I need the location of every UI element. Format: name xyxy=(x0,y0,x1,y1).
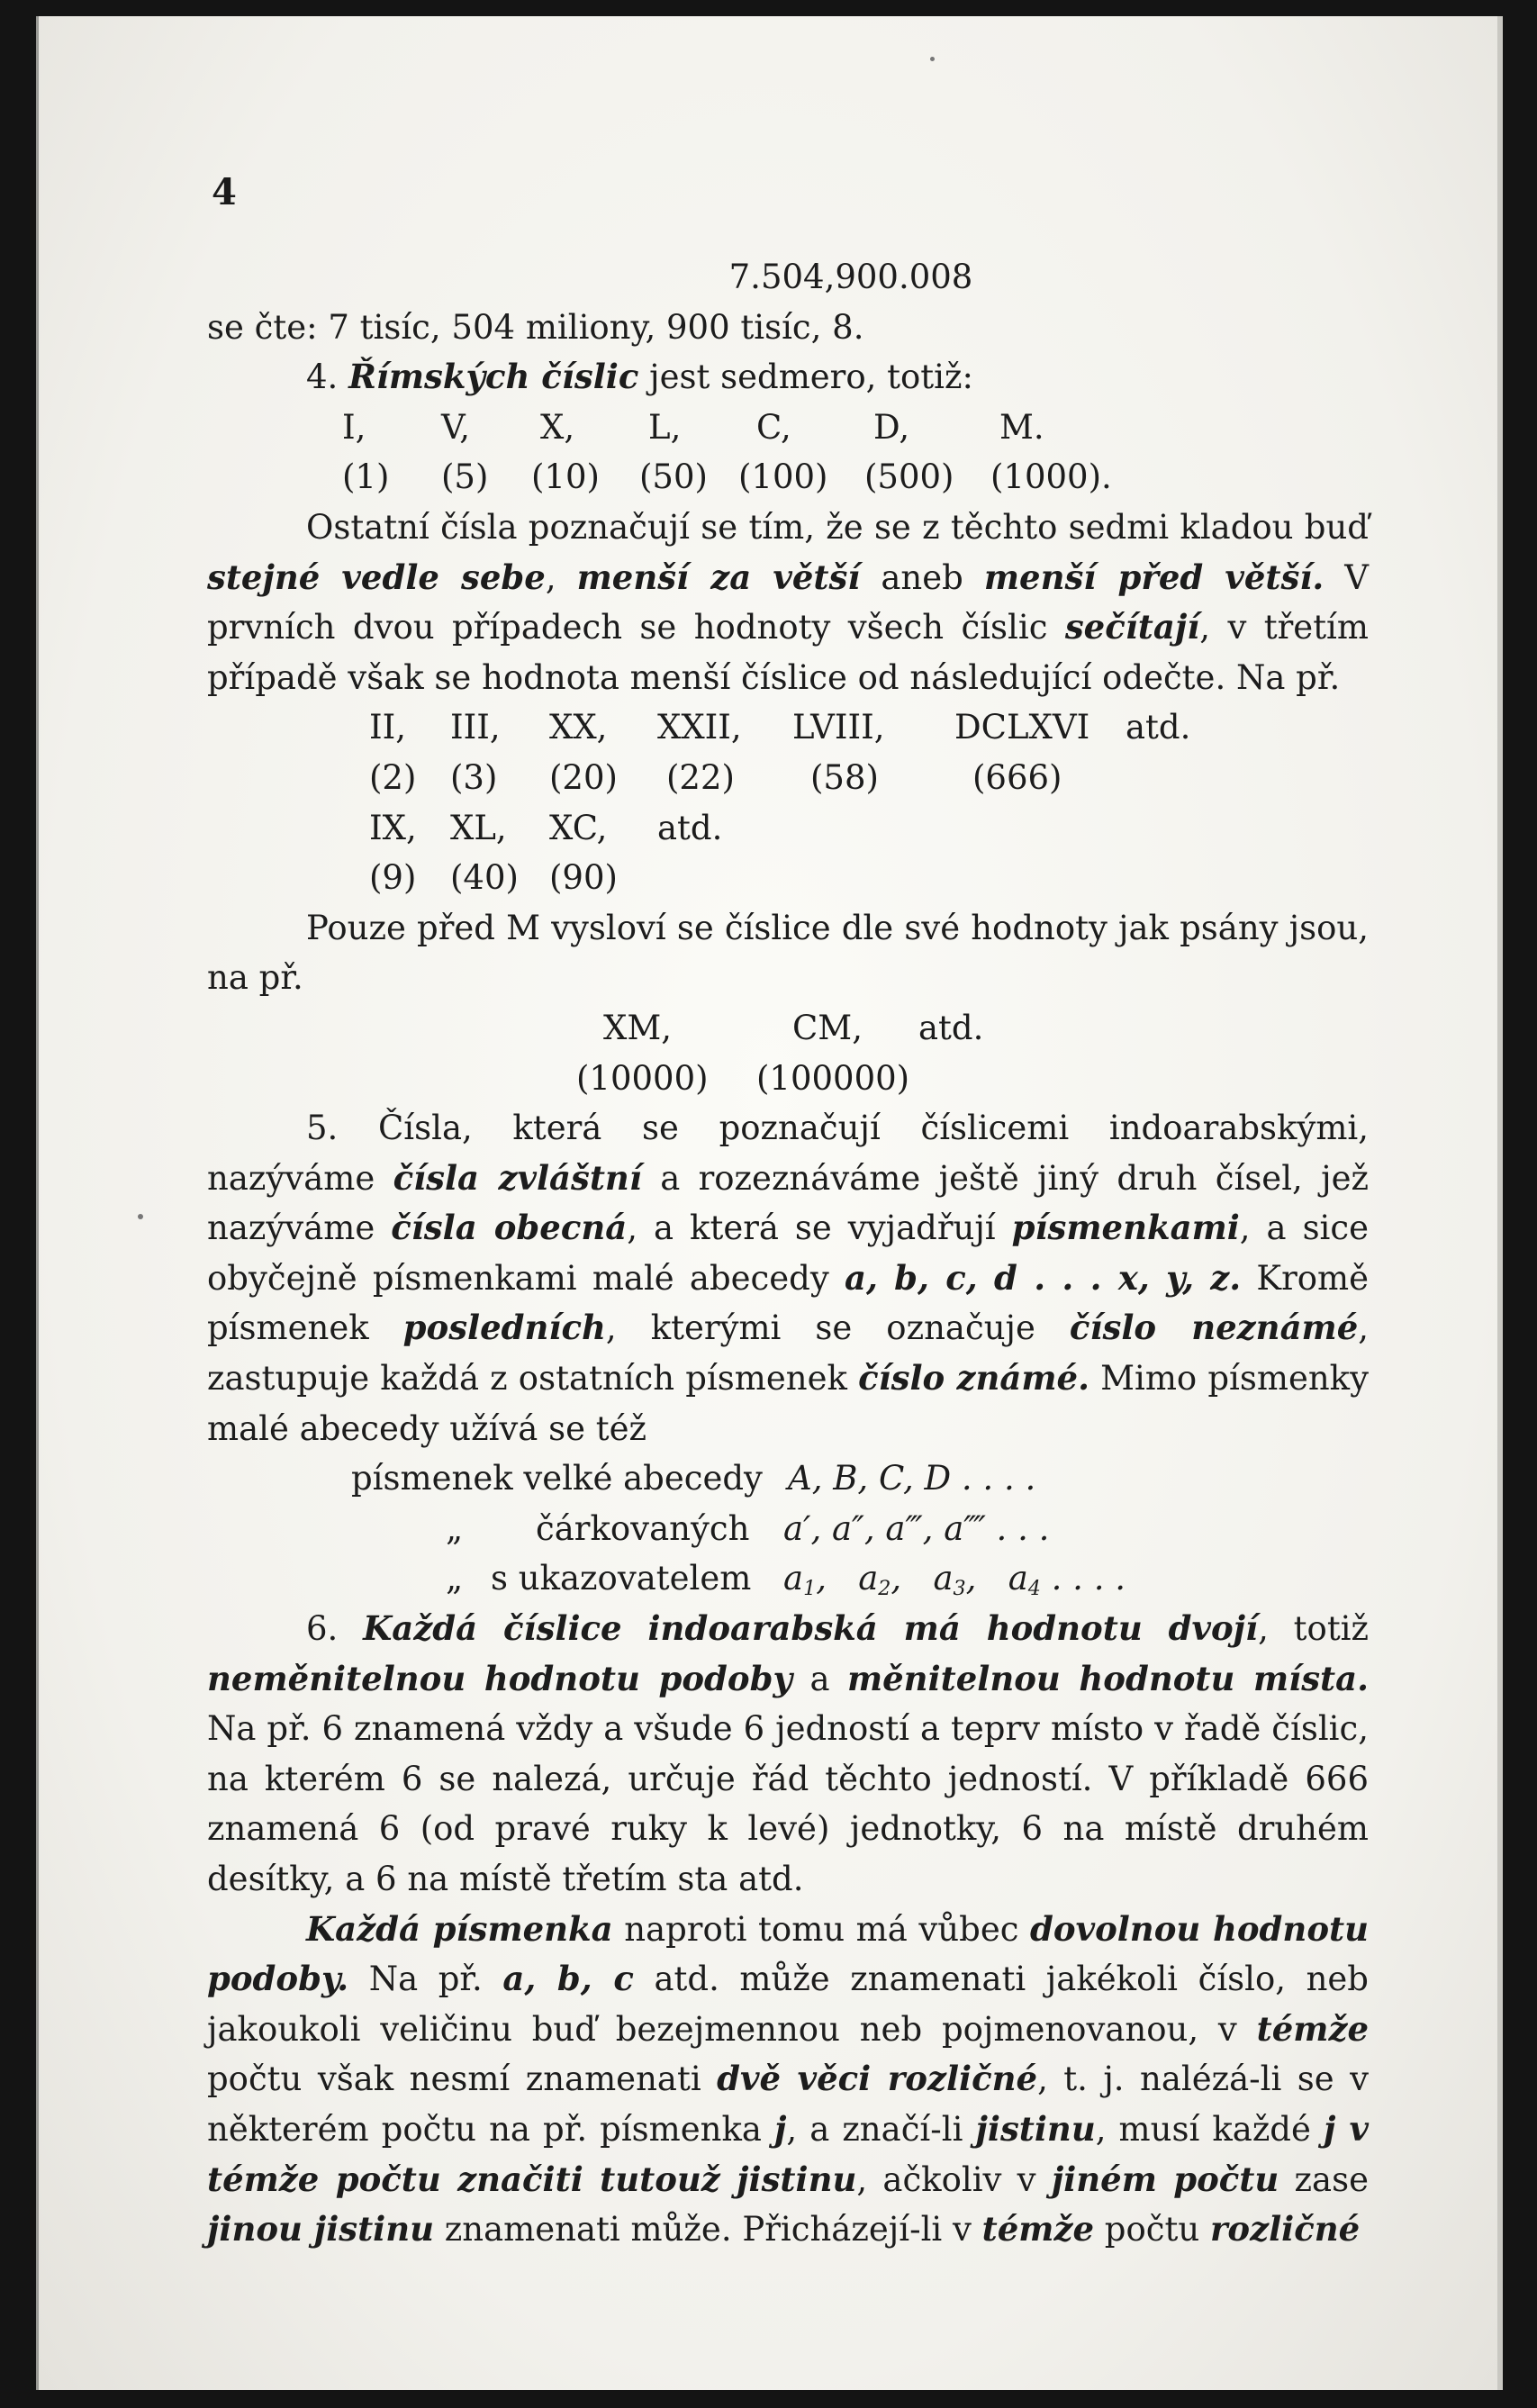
example-row-3: XM, CM, atd. xyxy=(603,1008,984,1047)
reading-line: se čte: 7 tisíc, 504 miliony, 900 tisíc, 8. xyxy=(207,307,864,347)
example-values-2: (9) (40) (90) xyxy=(369,858,618,898)
letters-value-paragraph: Každá písmenka naproti tomu má vůbec dovolnou hodnotu podoby. Na př. a, b, c atd. může znamenati jakékoli číslo, neb jakoukoli veličinu buď bezejmennou neb pojmenovanou, v témže počtu však nesmí znamenati dvě věci rozličné, t. j. nalézá-li se v některém počtu na př. písmenka j, a značí-li jistinu, musí každé j v témže počtu značiti tutouž jistinu, ačkoliv v jiném počtu zase jinou jistinu znamenati může. Přicházejí-li v témže počtu rozličné xyxy=(207,1908,1370,2250)
example-row-1: II, III, XX, XXII, LVIII, DCLXVI atd. xyxy=(369,708,1191,747)
example-values-3: (10000) (100000) xyxy=(576,1058,910,1098)
paragraph-composition: Ostatní čísla poznačují se tím, že se z těchto sedmi kladou buď stejné vedle sebe, menší za větší aneb menší před větší. V prvních dvou případech se hodnoty všech číslic sečítají, v třetím případě však se hodnota menší číslice od následující odečte. Na př. xyxy=(207,507,1370,697)
page-text xyxy=(207,153,1369,2255)
speck xyxy=(930,57,935,61)
speck xyxy=(138,1214,143,1219)
letters-subscripted: „ s ukazovatelem $a_1$, $a_2$, $a_3$, $a_4$ . . . . xyxy=(446,1559,1126,1601)
large-number: 7.504,900.008 xyxy=(728,258,973,296)
letters-uppercase: písmenek velké abecedy A, B, C, D . . . . xyxy=(351,1459,1036,1498)
example-row-2: IX, XL, XC, atd. xyxy=(369,808,723,847)
roman-letters: I, V, X, L, C, D, M. xyxy=(342,407,1044,447)
roman-values: (1) (5) (10) (50) (100) (500) (1000). xyxy=(342,457,1112,497)
roman-intro: 4. Římských číslic jest sedmero, totiž: xyxy=(306,357,973,397)
section-6-paragraph: 6. Každá číslice indoarabská má hodnotu dvojí, totiž neměnitelnou hodnotu podoby a měnitelnou hodnotu místa. Na př. 6 znamená vždy a všude 6 jedností a teprv místo v řadě číslic, na kterém 6 se nalezá, určuje řád těchto jedností. V příkladě 666 znamená 6 (od pravé ruky k levé) jednotky, 6 na místě druhém desítky, a 6 na místě třetím sta atd. xyxy=(207,1608,1370,1898)
paragraph-before-m: Pouze před M vysloví se číslice dle své hodnoty jak psány jsou, na př. xyxy=(207,908,1369,998)
page-number: 4 xyxy=(212,171,237,213)
letters-primed: „ čárkovaných a′, a″, a‴, a⁗ . . . xyxy=(446,1508,1050,1548)
example-values-1: (2) (3) (20) (22) (58) (666) xyxy=(369,757,1062,797)
section-5-paragraph: 5. Čísla, která se poznačují číslicemi indoarabskými, nazýváme čísla zvláštní a rozeznáváme ještě jiný druh čísel, jež nazýváme čísla obecná, a která se vyjadřují písmenkami, a sice obyčejně písmenkami malé abecedy a, b, c, d . . . x, y, z. Kromě písmenek posledních, kterými se označuje číslo neznámé, zastupuje každá z ostatních písmenek číslo známé. Mimo písmenky malé abecedy užívá se též xyxy=(207,1109,1370,1448)
